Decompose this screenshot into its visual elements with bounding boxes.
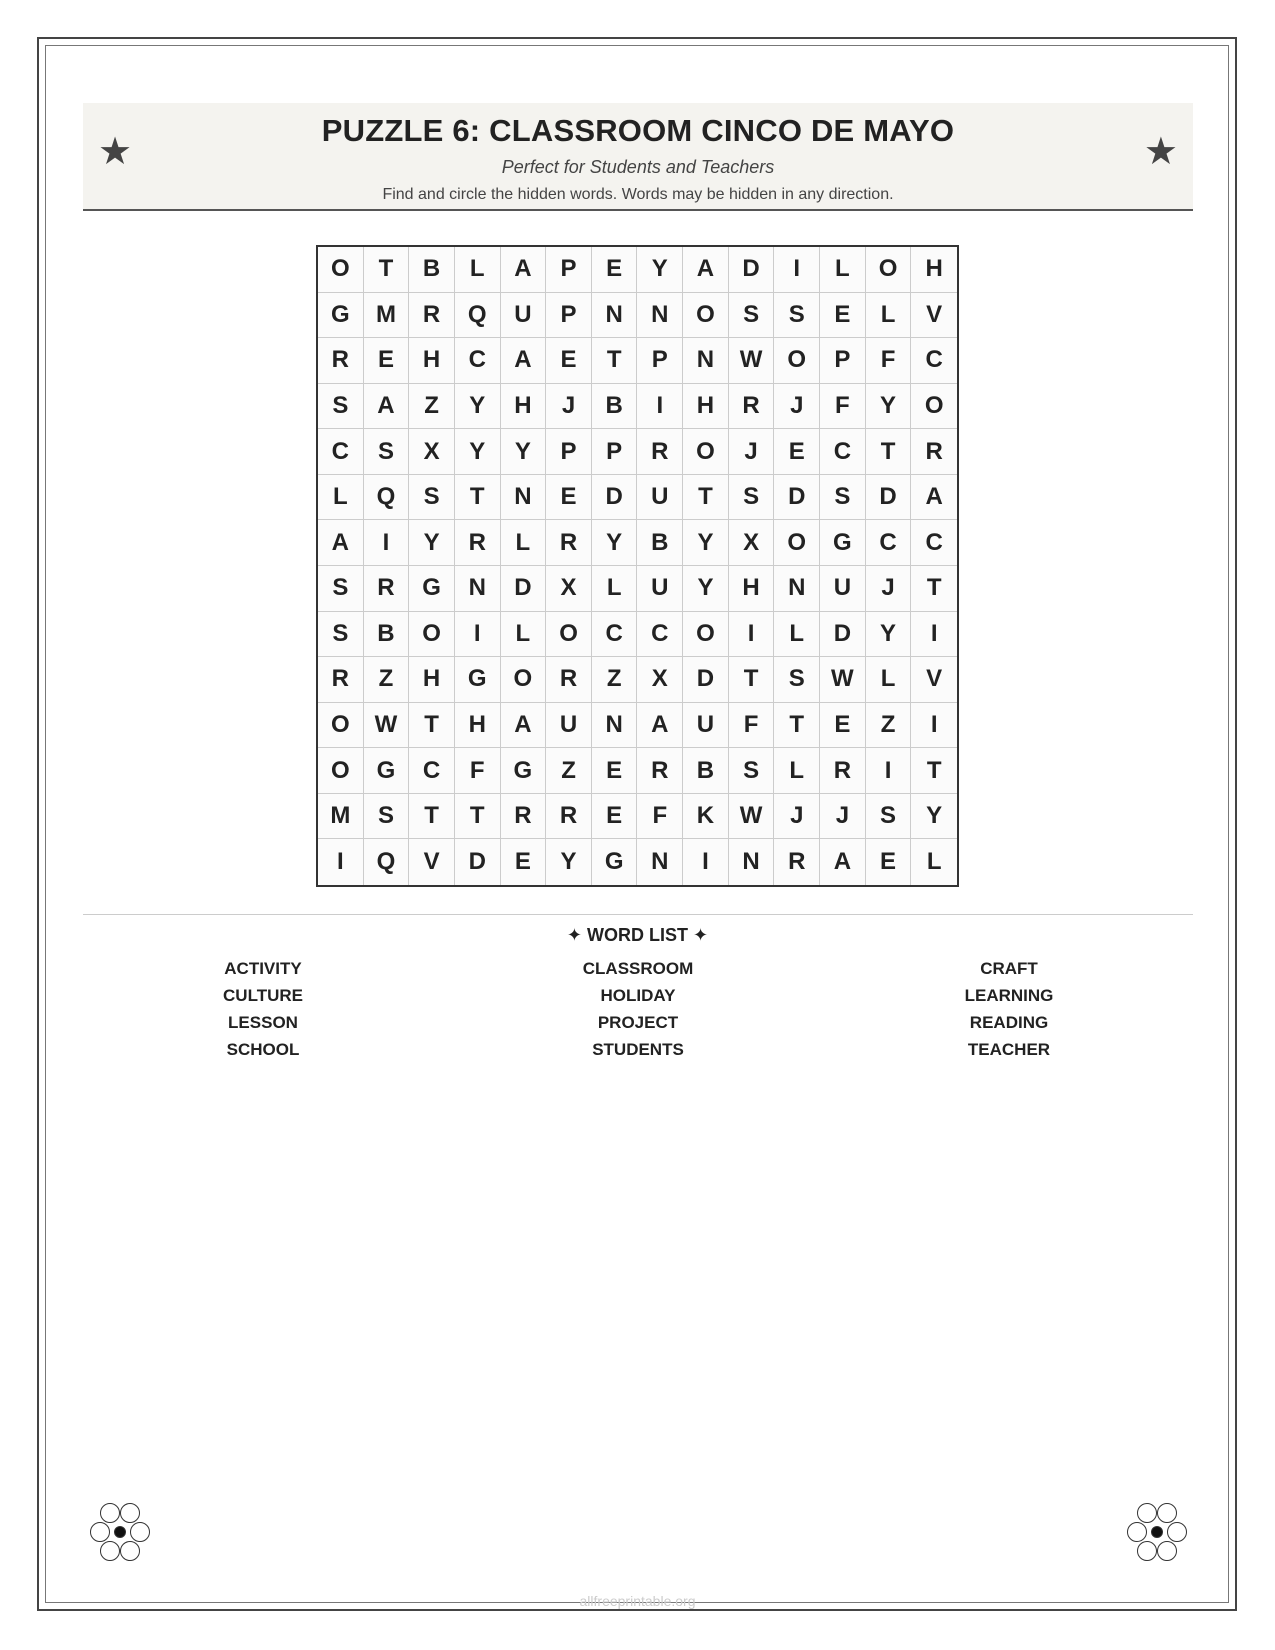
grid-cell: C — [637, 612, 683, 658]
grid-cell: N — [592, 293, 638, 339]
grid-cell: R — [501, 794, 547, 840]
grid-cell: J — [774, 794, 820, 840]
grid-cell: G — [820, 520, 866, 566]
grid-cell: Y — [866, 384, 912, 430]
grid-cell: S — [729, 748, 775, 794]
grid-cell: Z — [364, 657, 410, 703]
grid-cell: X — [409, 429, 455, 475]
divider — [83, 914, 1193, 915]
grid-cell: Q — [364, 839, 410, 885]
grid-cell: N — [637, 839, 683, 885]
grid-cell: K — [683, 794, 729, 840]
grid-cell: E — [866, 839, 912, 885]
grid-cell: I — [683, 839, 729, 885]
grid-cell: M — [318, 794, 364, 840]
grid-cell: U — [501, 293, 547, 339]
grid-cell: U — [637, 566, 683, 612]
word-list-column — [508, 955, 768, 1063]
grid-cell: O — [546, 612, 592, 658]
grid-cell: T — [409, 703, 455, 749]
grid-cell: G — [501, 748, 547, 794]
grid-cell: L — [501, 520, 547, 566]
grid-cell: I — [364, 520, 410, 566]
grid-cell: J — [546, 384, 592, 430]
grid-cell: R — [318, 338, 364, 384]
grid-cell: Z — [592, 657, 638, 703]
grid-cell: C — [455, 338, 501, 384]
grid-cell: I — [774, 247, 820, 293]
grid-cell: D — [455, 839, 501, 885]
grid-cell: F — [820, 384, 866, 430]
word-list-item: ACTIVITY — [224, 959, 302, 978]
grid-cell: V — [911, 293, 957, 339]
grid-cell: Y — [637, 247, 683, 293]
grid-cell: S — [774, 657, 820, 703]
grid-cell: T — [455, 794, 501, 840]
grid-cell: E — [546, 475, 592, 521]
grid-cell: S — [318, 612, 364, 658]
grid-cell: F — [637, 794, 683, 840]
grid-cell: T — [774, 703, 820, 749]
grid-cell: Y — [455, 429, 501, 475]
grid-cell: U — [637, 475, 683, 521]
word-list-item: CRAFT — [980, 959, 1038, 978]
grid-cell: I — [318, 839, 364, 885]
grid-cell: C — [318, 429, 364, 475]
grid-cell: T — [911, 748, 957, 794]
grid-cell: G — [409, 566, 455, 612]
grid-cell: E — [820, 293, 866, 339]
grid-cell: O — [774, 520, 820, 566]
word-list-item: CLASSROOM — [582, 959, 694, 978]
grid-cell: A — [683, 247, 729, 293]
grid-cell: T — [729, 657, 775, 703]
grid-cell: D — [592, 475, 638, 521]
grid-cell: Y — [683, 520, 729, 566]
grid-cell: Q — [364, 475, 410, 521]
grid-cell: X — [729, 520, 775, 566]
grid-cell: F — [455, 748, 501, 794]
grid-cell: G — [455, 657, 501, 703]
grid-cell: S — [820, 475, 866, 521]
grid-cell: H — [455, 703, 501, 749]
grid-cell: T — [866, 429, 912, 475]
grid-cell: T — [592, 338, 638, 384]
grid-cell: D — [683, 657, 729, 703]
grid-cell: E — [592, 748, 638, 794]
grid-cell: D — [866, 475, 912, 521]
grid-cell: R — [318, 657, 364, 703]
footer-watermark: allfreeprintable.org — [579, 1593, 696, 1609]
grid-cell: Q — [455, 293, 501, 339]
grid-cell: T — [409, 794, 455, 840]
puzzle-instructions: Find and circle the hidden words. Words may be hidden in any direction. — [382, 186, 894, 203]
grid-cell: W — [364, 703, 410, 749]
flower-ornament-icon — [1125, 1503, 1189, 1561]
grid-cell: U — [546, 703, 592, 749]
grid-cell: S — [729, 475, 775, 521]
grid-cell: U — [683, 703, 729, 749]
word-list-item: READING — [969, 1013, 1049, 1032]
grid-cell: C — [911, 520, 957, 566]
grid-cell: I — [455, 612, 501, 658]
grid-cell: C — [592, 612, 638, 658]
grid-cell: O — [318, 247, 364, 293]
grid-cell: N — [774, 566, 820, 612]
grid-cell: S — [364, 794, 410, 840]
grid-cell: J — [820, 794, 866, 840]
grid-cell: L — [866, 657, 912, 703]
star-icon: ★ — [98, 131, 133, 173]
grid-cell: X — [637, 657, 683, 703]
grid-cell: V — [911, 657, 957, 703]
grid-cell: Y — [683, 566, 729, 612]
grid-cell: O — [911, 384, 957, 430]
grid-cell: M — [364, 293, 410, 339]
puzzle-subtitle: Perfect for Students and Teachers — [501, 157, 775, 177]
grid-cell: O — [866, 247, 912, 293]
grid-cell: H — [501, 384, 547, 430]
grid-cell: W — [820, 657, 866, 703]
grid-cell: R — [820, 748, 866, 794]
grid-cell: R — [546, 794, 592, 840]
grid-cell: L — [774, 748, 820, 794]
grid-cell: Y — [911, 794, 957, 840]
grid-cell: E — [364, 338, 410, 384]
grid-cell: T — [455, 475, 501, 521]
grid-cell: W — [729, 338, 775, 384]
grid-cell: T — [911, 566, 957, 612]
grid-cell: P — [546, 429, 592, 475]
grid-cell: A — [364, 384, 410, 430]
grid-cell: E — [501, 839, 547, 885]
grid-cell: Y — [409, 520, 455, 566]
grid-cell: O — [501, 657, 547, 703]
grid-cell: E — [592, 794, 638, 840]
grid-cell: O — [318, 748, 364, 794]
flower-ornament-icon — [88, 1503, 152, 1561]
grid-cell: L — [318, 475, 364, 521]
word-search-grid — [316, 245, 959, 887]
grid-cell: E — [820, 703, 866, 749]
grid-cell: R — [455, 520, 501, 566]
grid-cell: B — [364, 612, 410, 658]
grid-cell: N — [683, 338, 729, 384]
grid-cell: H — [683, 384, 729, 430]
grid-cell: D — [820, 612, 866, 658]
grid-cell: T — [364, 247, 410, 293]
grid-cell: N — [729, 839, 775, 885]
grid-cell: G — [364, 748, 410, 794]
grid-cell: L — [774, 612, 820, 658]
grid-cell: R — [364, 566, 410, 612]
grid-cell: B — [592, 384, 638, 430]
grid-cell: A — [911, 475, 957, 521]
puzzle-header — [83, 103, 1193, 211]
grid-cell: C — [911, 338, 957, 384]
grid-cell: F — [866, 338, 912, 384]
grid-cell: X — [546, 566, 592, 612]
grid-cell: P — [546, 293, 592, 339]
grid-cell: N — [592, 703, 638, 749]
grid-cell: B — [683, 748, 729, 794]
grid-cell: S — [364, 429, 410, 475]
word-list-item: CULTURE — [223, 986, 303, 1005]
grid-cell: N — [455, 566, 501, 612]
word-list-item: SCHOOL — [226, 1040, 300, 1059]
grid-cell: Y — [546, 839, 592, 885]
grid-cell: U — [820, 566, 866, 612]
grid-cell: O — [409, 612, 455, 658]
grid-cell: S — [866, 794, 912, 840]
grid-cell: J — [866, 566, 912, 612]
grid-cell: A — [501, 703, 547, 749]
star-icon: ★ — [1143, 131, 1178, 173]
grid-cell: E — [774, 429, 820, 475]
grid-cell: Y — [501, 429, 547, 475]
grid-cell: I — [911, 612, 957, 658]
grid-cell: Z — [409, 384, 455, 430]
grid-cell: Y — [592, 520, 638, 566]
grid-cell: R — [637, 748, 683, 794]
grid-cell: S — [409, 475, 455, 521]
grid-cell: A — [501, 338, 547, 384]
grid-cell: Z — [866, 703, 912, 749]
grid-cell: L — [820, 247, 866, 293]
grid-cell: S — [729, 293, 775, 339]
grid-cell: R — [546, 657, 592, 703]
grid-cell: O — [318, 703, 364, 749]
word-list-column — [879, 955, 1139, 1063]
grid-cell: D — [501, 566, 547, 612]
grid-cell: C — [820, 429, 866, 475]
grid-cell: O — [683, 612, 729, 658]
grid-cell: L — [592, 566, 638, 612]
grid-cell: P — [592, 429, 638, 475]
grid-cell: A — [501, 247, 547, 293]
grid-cell: R — [409, 293, 455, 339]
grid-cell: R — [774, 839, 820, 885]
grid-cell: C — [409, 748, 455, 794]
grid-cell: P — [637, 338, 683, 384]
grid-cell: E — [546, 338, 592, 384]
grid-cell: Z — [546, 748, 592, 794]
word-list-title: ✦ WORD LIST ✦ — [566, 925, 709, 945]
grid-cell: N — [637, 293, 683, 339]
grid-cell: W — [729, 794, 775, 840]
grid-cell: C — [866, 520, 912, 566]
grid-cell: Y — [455, 384, 501, 430]
grid-cell: L — [501, 612, 547, 658]
word-list-item: STUDENTS — [592, 1040, 684, 1059]
word-list-item: TEACHER — [967, 1040, 1051, 1059]
grid-cell: P — [546, 247, 592, 293]
grid-cell: H — [409, 657, 455, 703]
grid-cell: G — [318, 293, 364, 339]
grid-cell: L — [911, 839, 957, 885]
grid-cell: J — [729, 429, 775, 475]
word-list-item: HOLIDAY — [600, 986, 676, 1005]
grid-cell: B — [409, 247, 455, 293]
grid-cell: O — [774, 338, 820, 384]
grid-cell: E — [592, 247, 638, 293]
puzzle-title: PUZZLE 6: CLASSROOM CINCO DE MAYO — [321, 113, 955, 148]
word-list-column — [133, 955, 393, 1063]
grid-cell: A — [637, 703, 683, 749]
grid-cell: A — [318, 520, 364, 566]
grid-cell: O — [683, 293, 729, 339]
grid-cell: D — [774, 475, 820, 521]
grid-cell: G — [592, 839, 638, 885]
grid-cell: R — [729, 384, 775, 430]
grid-cell: F — [729, 703, 775, 749]
word-list-item: LESSON — [228, 1013, 298, 1032]
grid-cell: I — [911, 703, 957, 749]
grid-cell: R — [911, 429, 957, 475]
grid-cell: P — [820, 338, 866, 384]
word-list-item: PROJECT — [597, 1013, 679, 1032]
grid-cell: S — [318, 384, 364, 430]
grid-cell: L — [866, 293, 912, 339]
grid-cell: J — [774, 384, 820, 430]
grid-cell: N — [501, 475, 547, 521]
grid-cell: I — [729, 612, 775, 658]
grid-cell: I — [637, 384, 683, 430]
grid-cell: A — [820, 839, 866, 885]
grid-cell: Y — [866, 612, 912, 658]
grid-cell: R — [637, 429, 683, 475]
grid-cell: S — [318, 566, 364, 612]
grid-cell: R — [546, 520, 592, 566]
grid-cell: S — [774, 293, 820, 339]
grid-cell: H — [911, 247, 957, 293]
grid-cell: I — [866, 748, 912, 794]
grid-cell: D — [729, 247, 775, 293]
grid-cell: O — [683, 429, 729, 475]
grid-cell: L — [455, 247, 501, 293]
grid-cell: H — [729, 566, 775, 612]
word-list-item: LEARNING — [964, 986, 1054, 1005]
grid-cell: T — [683, 475, 729, 521]
grid-cell: B — [637, 520, 683, 566]
grid-cell: H — [409, 338, 455, 384]
grid-cell: V — [409, 839, 455, 885]
